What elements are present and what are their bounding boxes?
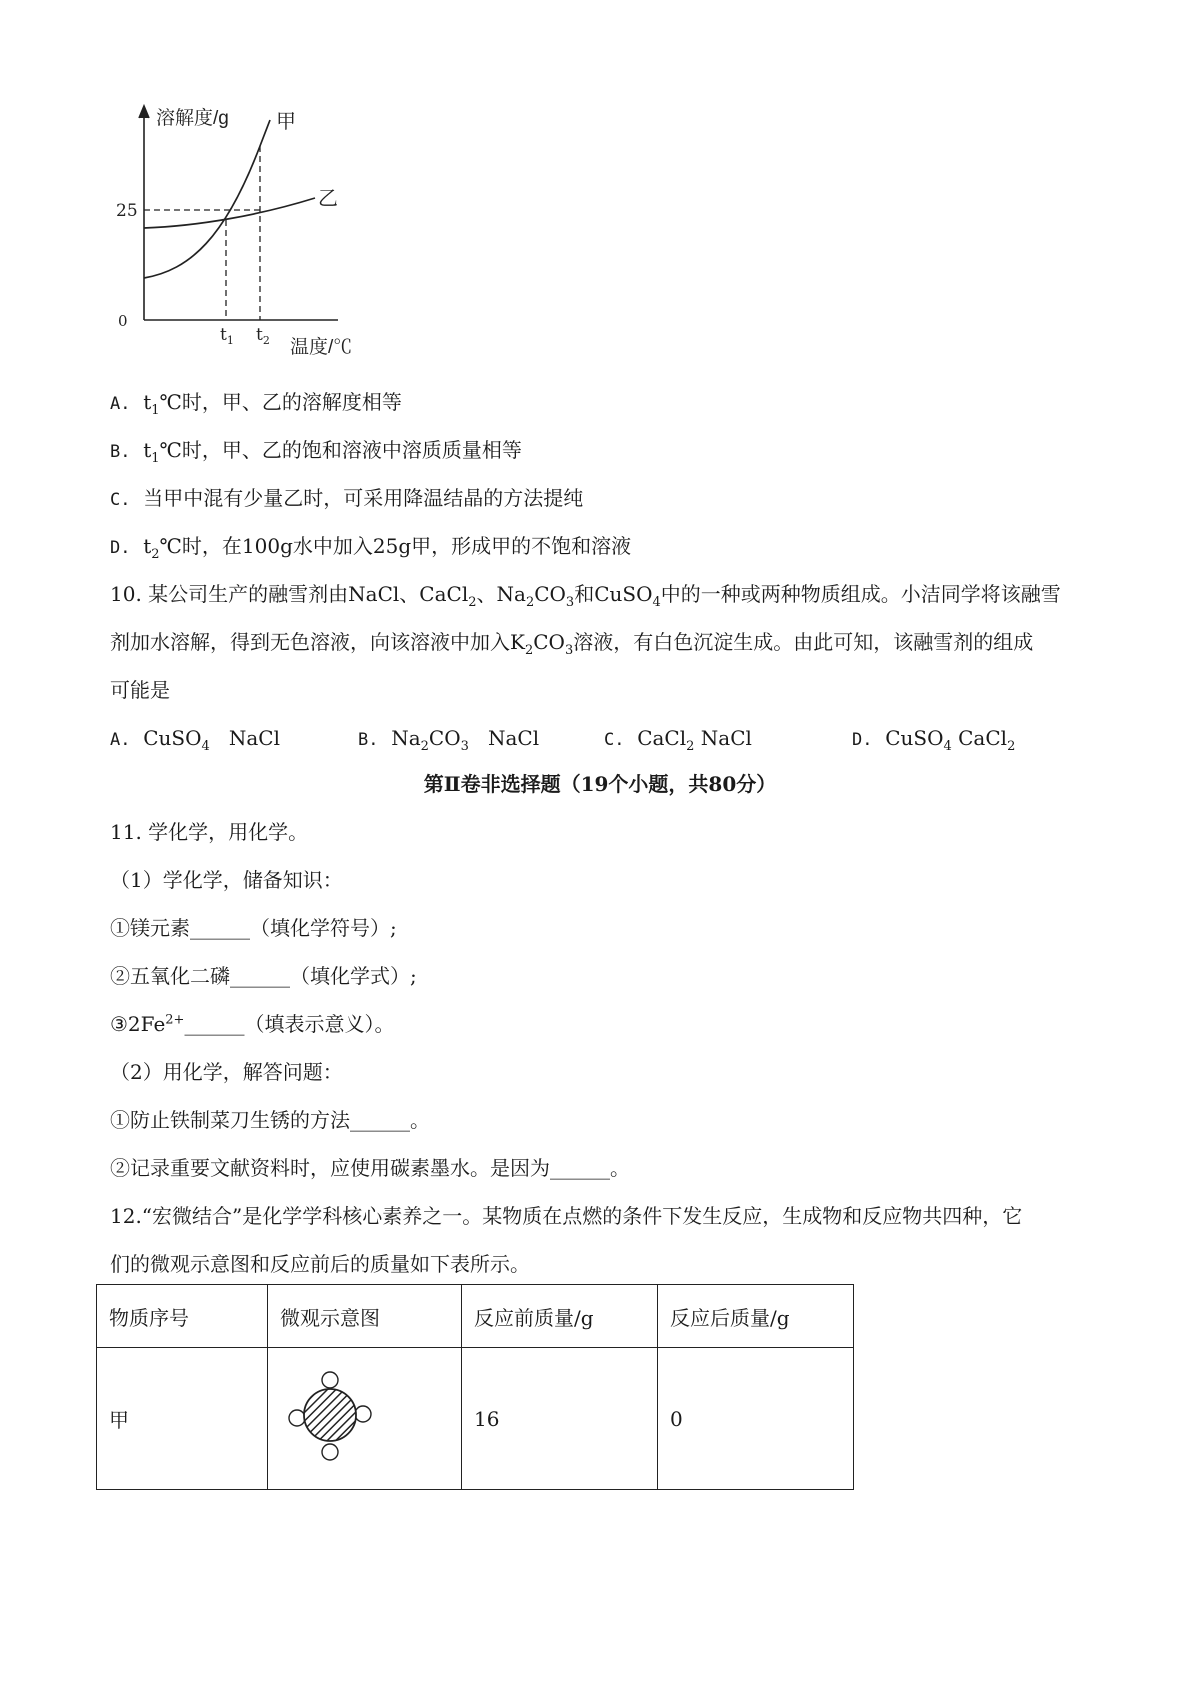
table-row bbox=[97, 1348, 854, 1490]
y-axis-arrow bbox=[139, 106, 149, 118]
graph-xlabel: 温度/℃ bbox=[290, 337, 353, 358]
option-letter: A. bbox=[110, 394, 131, 414]
table-header-cell: 反应前质量/g bbox=[462, 1285, 658, 1348]
graph-y-tick-25: 25 bbox=[116, 201, 138, 221]
graph-t1-label: $t_1$ bbox=[220, 325, 234, 347]
q9-option-d: D. $t_2℃$时，在100g水中加入25g甲，形成甲的不饱和溶液 bbox=[110, 534, 632, 562]
q11-title: 11. 学化学，用化学。 bbox=[110, 820, 309, 844]
q10-line-3: 可能是 bbox=[110, 678, 170, 702]
q9-option-a: A. $t_1℃$时，甲、乙的溶解度相等 bbox=[110, 390, 402, 418]
q11-item-2: ②五氧化二磷______（填化学式）; bbox=[110, 964, 417, 988]
option-letter: D. bbox=[110, 538, 131, 558]
table-cell-before: 16 bbox=[462, 1348, 658, 1490]
table-header-cell: 微观示意图 bbox=[268, 1285, 462, 1348]
table-header-row bbox=[97, 1285, 854, 1348]
curve-jia bbox=[144, 120, 270, 278]
q11-item-1: ①镁元素______（填化学符号）; bbox=[110, 916, 397, 940]
molecule-diagram-icon bbox=[280, 1368, 380, 1464]
table-cell-diagram bbox=[268, 1348, 462, 1490]
q11-part-1: （1）学化学，储备知识： bbox=[110, 868, 343, 892]
graph-curve-b-label: 乙 bbox=[318, 188, 338, 210]
table-cell-after: 0 bbox=[658, 1348, 854, 1490]
q9-option-b: B. $t_1℃$时，甲、乙的饱和溶液中溶质质量相等 bbox=[110, 438, 522, 466]
table-cell-name: 甲 bbox=[97, 1348, 268, 1490]
graph-origin: 0 bbox=[118, 312, 128, 330]
solubility-graph bbox=[110, 98, 380, 363]
graph-curve-a-label: 甲 bbox=[276, 111, 296, 133]
q10-option-d: D. CuSO$_4$ CaCl$_2$ bbox=[852, 726, 1016, 754]
option-letter: C. bbox=[110, 490, 131, 510]
q10-option-b: B. $Na_2CO_3$ NaCl bbox=[358, 726, 540, 754]
q10-option-c: C. CaCl$_2$ NaCl bbox=[604, 726, 752, 754]
table-header-cell: 物质序号 bbox=[97, 1285, 268, 1348]
graph-t2-label: $t_2$ bbox=[256, 325, 270, 347]
q10-line-1: 10. 某公司生产的融雪剂由NaCl、CaCl$_2$、$Na_2CO_3$和CuSO$_4$中的一种或两种物质组成。小洁同学将该融雪 bbox=[110, 582, 1061, 610]
q11-item-3: $③2Fe^{2+}\_\_\_\_\_\_$（填表示意义）。 bbox=[110, 1012, 395, 1036]
table-header-cell: 反应后质量/g bbox=[658, 1285, 854, 1348]
graph-ylabel: 溶解度/g bbox=[156, 108, 229, 129]
q9-option-c: C. 当甲中混有少量乙时，可采用降温结晶的方法提纯 bbox=[110, 486, 584, 510]
q12-line-2: 们的微观示意图和反应前后的质量如下表所示。 bbox=[110, 1252, 530, 1276]
q11-item-5: ②记录重要文献资料时，应使用碳素墨水。是因为______。 bbox=[110, 1156, 630, 1180]
mass-table bbox=[96, 1284, 854, 1490]
q11-item-4: ①防止铁制菜刀生锈的方法______。 bbox=[110, 1108, 430, 1132]
q10-line-2: 剂加水溶解，得到无色溶液，向该溶液中加入$K_2CO_3$溶液，有白色沉淀生成。由此可知，该融雪剂的组成 bbox=[110, 630, 1034, 658]
q12-line-1: 12.“宏微结合”是化学学科核心素养之一。某物质在点燃的条件下发生反应，生成物和反应物共四种，它 bbox=[110, 1204, 1023, 1228]
option-letter: B. bbox=[110, 442, 131, 462]
q10-option-a: A. CuSO$_4$ NaCl bbox=[110, 726, 280, 754]
curve-yi bbox=[144, 198, 315, 228]
section-heading: 第Ⅱ卷非选择题（19个小题，共80分） bbox=[423, 772, 777, 796]
q11-part-2: （2）用化学，解答问题： bbox=[110, 1060, 343, 1084]
